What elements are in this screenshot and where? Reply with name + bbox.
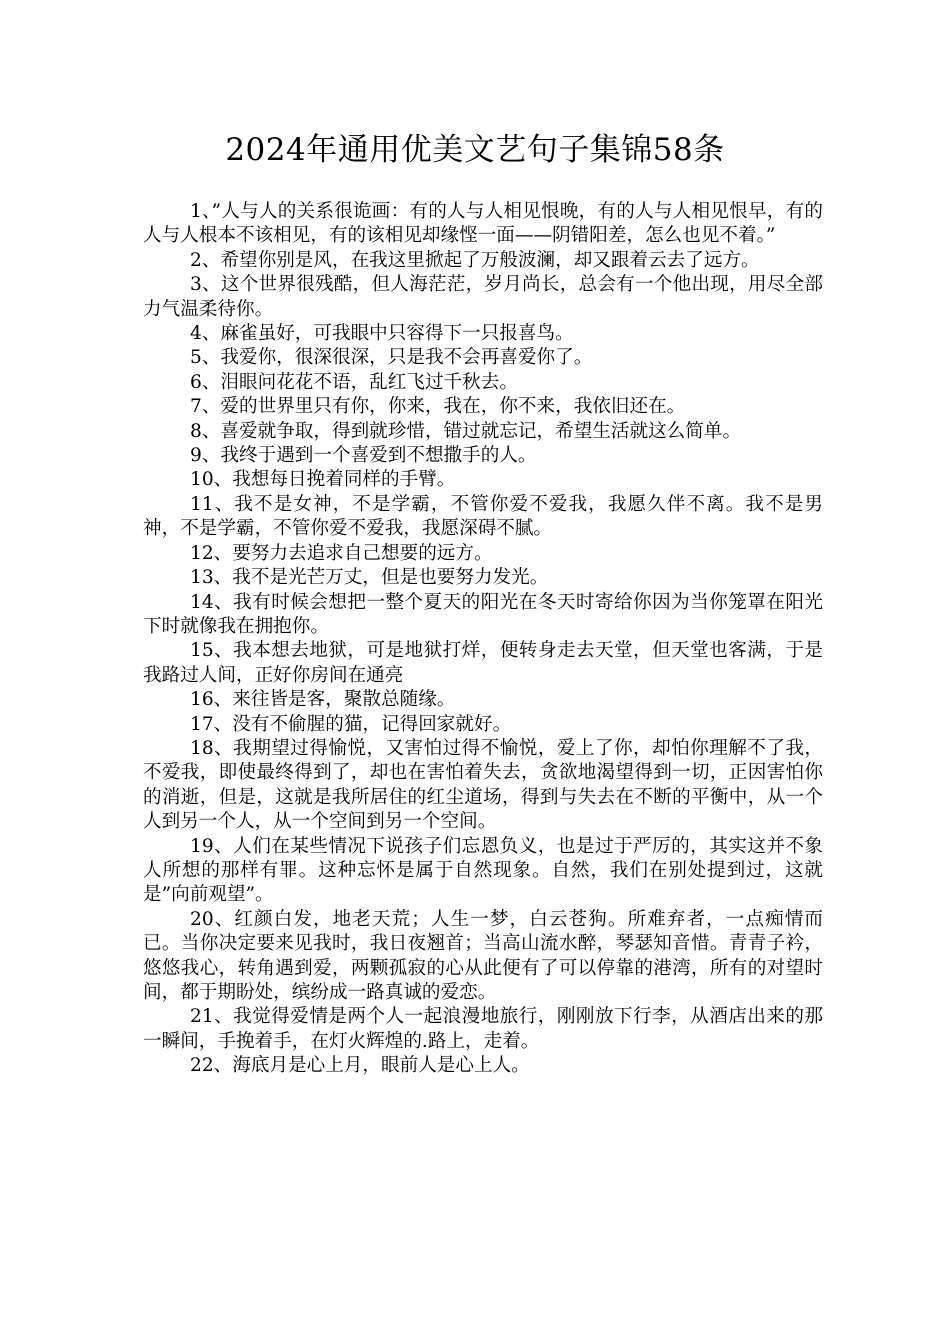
paragraph-19: 19、人们在某些情况下说孩子们忘恩负义，也是过于严厉的，其实这并不象人所想的那样有罪。这种忘怀是属于自然现象。自然，我们在别处提到过，这就是”向前观望”。 [143, 835, 823, 906]
document-title: 2024年通用优美文艺句子集锦58条 [225, 132, 725, 168]
document-body [143, 200, 823, 1079]
paragraph-18: 18、我期望过得愉悦，又害怕过得不愉悦，爱上了你，却怕你理解不了我，不爱我，即使最终得到了，却也在害怕着失去，贪欲地渴望得到一切，正因害怕你的消逝，但是，这就是我所居住的红尘道场，得到与失去在不断的平衡中，从一个人到另一个人，从一个空间到另一个空间。 [143, 737, 823, 833]
paragraph-16: 16、来往皆是客，聚散总随缘。 [190, 689, 456, 711]
paragraph-17: 17、没有不偷腥的猫，记得回家就好。 [190, 713, 512, 735]
paragraph-7: 7、爱的世界里只有你，你来，我在，你不来，我依旧还在。 [190, 396, 686, 418]
paragraph-5: 5、我爱你，很深很深，只是我不会再喜爱你了。 [190, 347, 593, 369]
paragraph-11: 11、我不是女神，不是学霸，不管你爱不爱我，我愿久伴不离。我不是男神，不是学霸，不管你爱不爱我，我愿深碍不腻。 [143, 493, 823, 540]
paragraph-6: 6、泪眼问花花不语，乱红飞过千秋去。 [190, 371, 518, 393]
paragraph-2: 2、希望你别是风，在我这里掀起了万般波澜，却又跟着云去了远方。 [190, 249, 760, 271]
paragraph-12: 12、要努力去追求自己想要的远方。 [190, 542, 493, 564]
paragraph-15: 15、我本想去地狱，可是地狱打烊，便转身走去天堂，但天堂也客满，于是我路过人间，正好你房间在通亮 [143, 640, 823, 686]
paragraph-20: 20、红颜白发，地老天荒；人生一梦，白云苍狗。所难弃者，一点痴情而已。当你决定要来见我时，我日夜翘首；当高山流水醉，琴瑟知音惜。青青子衿，悠悠我心，转角遇到爱，两颗孤寂的心从此便有了可以停靠的港湾，所有的对望时间，都于期盼处，缤纷成一路真诚的爱恋。 [143, 908, 823, 1003]
paragraph-14: 14、我有时候会想把一整个夏天的阳光在冬天时寄给你因为当你笼罩在阳光下时就像我在拥抱你。 [143, 591, 823, 637]
paragraph-9: 9、我终于遇到一个喜爱到不想撒手的人。 [190, 445, 537, 467]
paragraph-21: 21、我觉得爱情是两个人一起浪漫地旅行，刚刚放下行李，从酒店出来的那一瞬间，手挽着手，在灯火辉煌的.路上，走着。 [143, 1006, 823, 1052]
paragraph-8: 8、喜爱就争取，得到就珍惜，错过就忘记，希望生活就这么简单。 [190, 420, 742, 442]
paragraph-22: 22、海底月是心上月，眼前人是心上人。 [190, 1055, 530, 1077]
paragraph-1: 1、”人与人的关系很诡画：有的人与人相见恨晚，有的人与人相见恨早，有的人与人根本不该相见，有的该相见却缘悭一面——阴错阳差，怎么也见不着。” [143, 201, 823, 247]
paragraph-13: 13、我不是光芒万丈，但是也要努力发光。 [190, 567, 549, 589]
paragraph-3: 3、这个世界很残酷，但人海茫茫，岁月尚长，总会有一个他出现，用尽全部力气温柔待你。 [143, 274, 823, 320]
paragraph-4: 4、麻雀虽好，可我眼中只容得下一只报喜鸟。 [190, 323, 574, 345]
paragraph-10: 10、我想每日挽着同样的手臂。 [190, 469, 456, 491]
